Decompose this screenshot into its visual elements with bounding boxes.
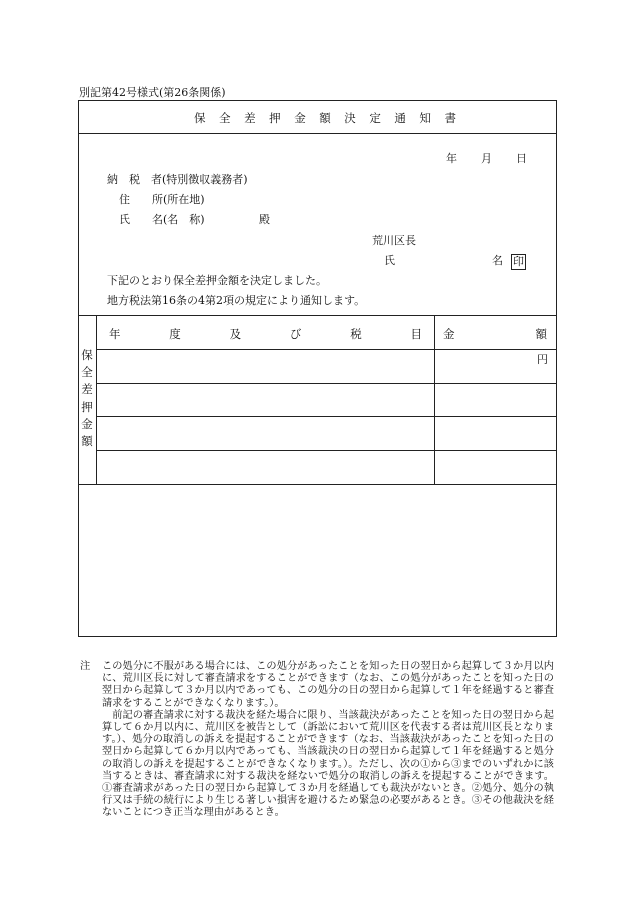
seal-mark: 印	[513, 255, 524, 268]
legal-notes	[80, 661, 554, 820]
header-row-divider	[96, 349, 557, 350]
date-year-label: 年	[446, 152, 457, 165]
address-label: 住 所(所在地)	[119, 193, 205, 206]
taxpayer-label: 納 税 者(特別徴収義務者)	[107, 173, 248, 186]
table-top-border	[78, 315, 557, 316]
row-divider-1	[96, 383, 557, 384]
column-header-year-and-tax: 年 度 及 び 税 目	[109, 327, 422, 341]
row-divider-2	[96, 416, 557, 417]
amount-column-divider	[434, 315, 435, 484]
amount-unit: 円	[537, 353, 548, 366]
statement-decision: 下記のとおり保全差押金額を決定しました。	[107, 274, 327, 287]
issuer-office: 荒川区長	[372, 234, 416, 247]
side-label-char: 保	[81, 348, 93, 362]
side-label-char: 全	[81, 365, 93, 379]
statement-legal-basis: 地方税法第16条の4第2項の規定により通知します。	[107, 294, 366, 307]
issuer-name-label-right: 名	[492, 254, 503, 267]
form-reference: 別記第42号様式(第26条関係)	[79, 86, 226, 99]
row-divider-3	[96, 450, 557, 451]
column-header-amount: 金 額	[443, 327, 547, 341]
side-label-char: 差	[81, 382, 93, 396]
note-mark: 注	[80, 661, 91, 672]
side-label-char: 額	[81, 434, 93, 448]
name-label: 氏 名(名 称)	[119, 213, 205, 226]
side-label-divider	[96, 315, 97, 484]
side-label-char: 押	[81, 400, 93, 414]
note-paragraph-2: 前記の審査請求に対する裁決を経た場合に限り、当該裁決があったことを知った日の翌日から起算して６か月以内に、荒川区を被告として（訴訟において荒川区を代表する者は荒川区長となります。）、処分の取消しの訴えを提起することができます（なお、当該裁決があったことを知った日の翌日から起算して６か月以内であっても、当該裁決の日の翌日から起算して１年を経過すると処分の取消しの訴えを提起することができなくなります。）。ただし、次の①から③までのいずれかに該当するときは、審査請求に対する裁決を経ないで処分の取消しの訴えを提起することができます。①審査請求があった日の翌日から起算して３か月を経過しても裁決がないとき。②処分、処分の執行又は手続の続行により生じる著しい損害を避けるため緊急の必要があるとき。③その他裁決を経ないことにつき正当な理由があるとき。	[102, 709, 554, 819]
issuer-name-label-left: 氏	[384, 254, 395, 267]
side-label-char: 金	[81, 417, 93, 431]
table-bottom-border	[78, 484, 557, 485]
document-title: 保 全 差 押 金 額 決 定 通 知 書	[194, 111, 456, 125]
date-day-label: 日	[516, 152, 527, 165]
note-paragraph-1: 注 この処分に不服がある場合には、この処分があったことを知った日の翌日から起算して３か月以内に、荒川区長に対して審査請求をすることができます（なお、この処分があったことを知った日の翌日から起算して３か月以内であっても、この処分の日の翌日から起算して１年を経過すると審査請求をすることができなくなります。）。	[80, 661, 554, 709]
date-month-label: 月	[481, 152, 492, 165]
title-divider	[78, 133, 557, 134]
honorific: 殿	[259, 213, 270, 226]
